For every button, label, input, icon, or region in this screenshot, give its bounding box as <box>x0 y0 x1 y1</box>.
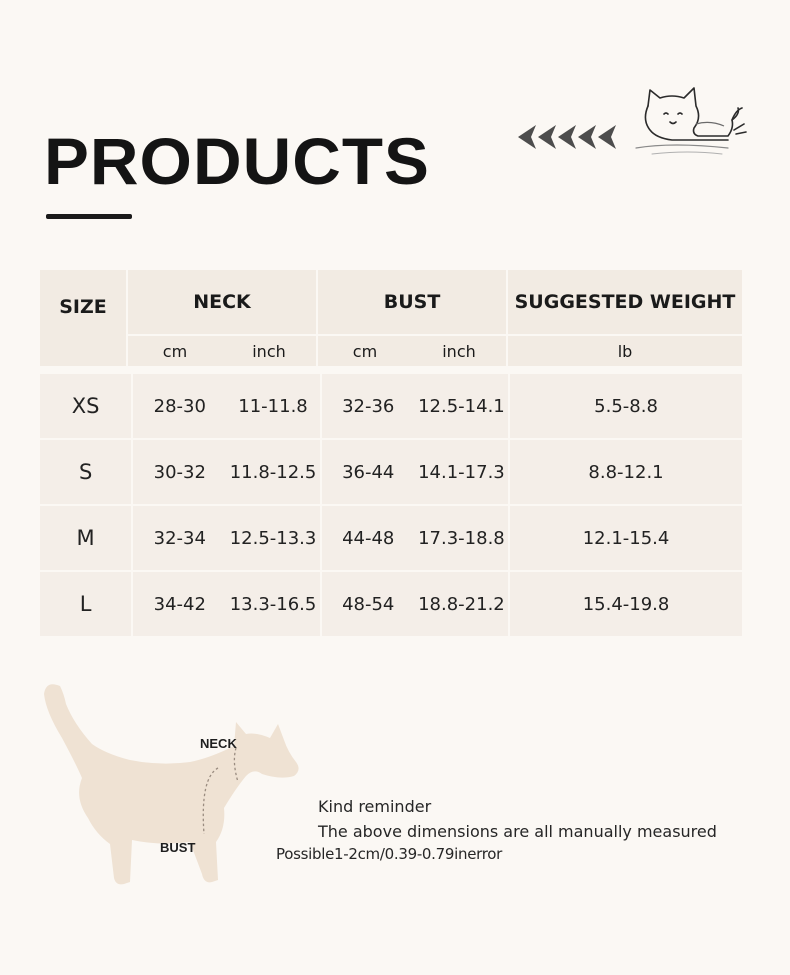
lying-cat-doodle-icon <box>632 84 752 164</box>
neck-cm-cell: 34-42 <box>133 572 226 636</box>
table-row <box>40 440 742 504</box>
neck-inch-cell: 13.3-16.5 <box>226 572 319 636</box>
neck-inch-cell: 12.5-13.3 <box>226 506 319 570</box>
neck-diagram-label: NECK <box>200 736 237 751</box>
weight-lb-unit: lb <box>508 336 742 366</box>
weight-cell: 12.1-15.4 <box>510 506 742 570</box>
bust-cm-cell: 44-48 <box>322 506 415 570</box>
size-cell: XS <box>40 374 131 438</box>
table-header <box>40 270 742 366</box>
table-row <box>40 572 742 636</box>
bust-cm-cell: 36-44 <box>322 440 415 504</box>
bust-inch-cell: 17.3-18.8 <box>415 506 508 570</box>
weight-cell: 15.4-19.8 <box>510 572 742 636</box>
size-column-header: SIZE <box>40 270 126 366</box>
neck-cm-cell: 32-34 <box>133 506 226 570</box>
weight-cell: 8.8-12.1 <box>510 440 742 504</box>
reminder-measurement-note: The above dimensions are all manually measured <box>318 822 717 841</box>
size-cell: L <box>40 572 131 636</box>
title-underline <box>46 214 132 219</box>
table-row <box>40 506 742 570</box>
standing-cat-silhouette-icon <box>40 678 310 890</box>
neck-inch-cell: 11-11.8 <box>226 374 319 438</box>
reminder-heading: Kind reminder <box>318 797 432 816</box>
page-title: PRODUCTS <box>44 124 430 198</box>
bust-inch-cell: 18.8-21.2 <box>415 572 508 636</box>
size-cell: M <box>40 506 131 570</box>
bust-inch-cell: 14.1-17.3 <box>415 440 508 504</box>
bust-cm-cell: 32-36 <box>322 374 415 438</box>
table-body <box>40 374 742 636</box>
reminder-error-note: Possible1-2cm/0.39-0.79inerror <box>276 845 503 863</box>
bust-column-header: BUST <box>318 270 506 334</box>
neck-column-header: NECK <box>128 270 316 334</box>
neck-cm-cell: 28-30 <box>133 374 226 438</box>
neck-inch-cell: 11.8-12.5 <box>226 440 319 504</box>
neck-cm-unit: cm <box>128 336 222 366</box>
table-row <box>40 374 742 438</box>
bust-inch-unit: inch <box>412 336 506 366</box>
left-chevron-arrows-icon <box>516 122 620 152</box>
bust-cm-unit: cm <box>318 336 412 366</box>
neck-inch-unit: inch <box>222 336 316 366</box>
size-chart-table <box>40 270 742 638</box>
neck-cm-cell: 30-32 <box>133 440 226 504</box>
size-cell: S <box>40 440 131 504</box>
weight-cell: 5.5-8.8 <box>510 374 742 438</box>
bust-inch-cell: 12.5-14.1 <box>415 374 508 438</box>
weight-column-header: SUGGESTED WEIGHT <box>508 270 742 334</box>
bust-cm-cell: 48-54 <box>322 572 415 636</box>
bust-diagram-label: BUST <box>160 840 196 855</box>
